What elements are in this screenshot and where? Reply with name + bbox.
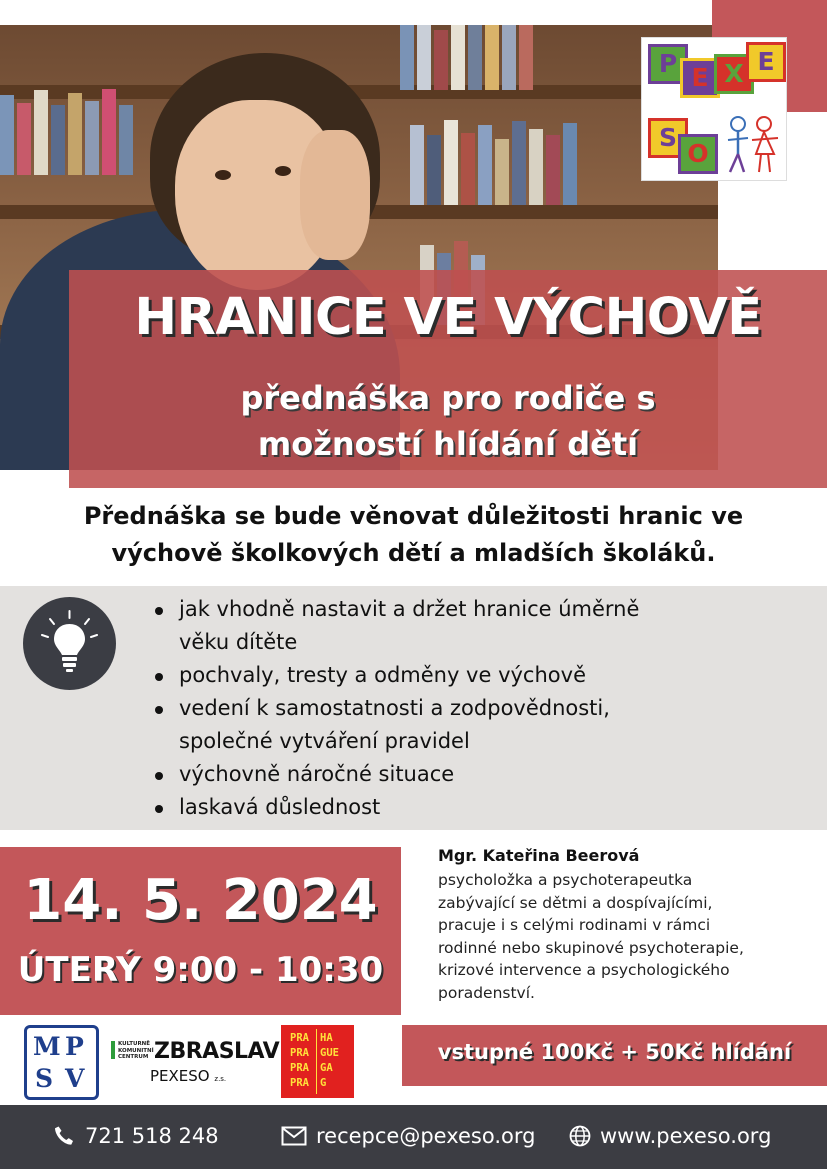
zbraslav-sub-name: PEXESO <box>150 1067 210 1085</box>
bullet <box>155 772 163 780</box>
boy-hand <box>300 130 370 260</box>
mpsv-letter: S <box>35 1064 54 1093</box>
bullet <box>155 805 163 813</box>
topic-line: jak vhodně nastavit a držet hranice úměrně <box>179 597 640 621</box>
intro-line: Přednáška se bude věnovat důležitosti hranic ve <box>83 502 744 530</box>
intro-line: výchově školkových dětí a mladších školáků. <box>111 539 716 567</box>
bio-line: rodinné nebo skupinové psychoterapie, <box>438 938 744 957</box>
books <box>0 85 133 175</box>
event-time: ÚTERÝ 9:00 - 10:30 <box>17 950 384 990</box>
praha-text: GA <box>320 1062 333 1074</box>
logo-letter: X <box>714 54 754 94</box>
list-item <box>155 659 795 692</box>
website-link[interactable]: www.pexeso.org <box>600 1124 772 1148</box>
praha-text: GUE <box>320 1047 339 1059</box>
topic-line: výchovně náročné situace <box>179 762 455 786</box>
zbraslav-logo-mark <box>111 1041 115 1059</box>
boy-eye <box>275 166 291 176</box>
books <box>410 115 577 205</box>
praha-text: PRA <box>290 1032 309 1044</box>
lightbulb-icon <box>23 597 116 690</box>
zbraslav-sub <box>150 1067 226 1085</box>
subtitle-line: přednáška pro rodiče s <box>240 379 656 417</box>
bio-line: pracuje i s celými rodinami v rámci <box>438 916 711 934</box>
topics-list <box>155 593 795 824</box>
footer-web[interactable] <box>569 1124 771 1148</box>
email-address[interactable]: recepce@pexeso.org <box>316 1124 536 1148</box>
bio-line: psycholožka a psychoterapeutka <box>438 871 693 889</box>
bullet <box>155 673 163 681</box>
list-item <box>155 758 795 791</box>
topic-line: věku dítěte <box>179 630 298 654</box>
phone-icon <box>52 1124 76 1148</box>
zbraslav-name: ZBRASLAV <box>154 1039 280 1064</box>
logo-letter: E <box>680 58 720 98</box>
footer-phone[interactable] <box>52 1124 219 1148</box>
children-figures-icon <box>724 114 782 176</box>
zbraslav-suffix: z.s. <box>214 1075 227 1083</box>
praha-text: PRA <box>290 1062 309 1074</box>
speaker-bio <box>438 869 808 1004</box>
praha-text: PRA <box>290 1077 309 1089</box>
bio-line: krizové intervence a psychologického <box>438 961 730 979</box>
praha-right-col <box>320 1031 339 1091</box>
globe-icon <box>569 1125 591 1147</box>
mpsv-letter: V <box>65 1064 85 1093</box>
bullet <box>155 706 163 714</box>
zbraslav-small-line: CENTRUM <box>118 1054 149 1060</box>
logo-letter: S <box>648 118 688 158</box>
books <box>400 25 533 90</box>
phone-number[interactable]: 721 518 248 <box>85 1124 219 1148</box>
speaker-name: Mgr. Kateřina Beerová <box>438 846 640 865</box>
topic-line: laskavá důslednost <box>179 795 381 819</box>
subtitle-line: možností hlídání dětí <box>257 425 639 463</box>
list-item <box>155 692 795 758</box>
lightbulb-glyph <box>23 597 116 690</box>
topic-line: vedení k samostatnosti a zodpovědnosti, <box>179 696 610 720</box>
praha-divider <box>316 1029 317 1094</box>
zbraslav-small-line: KOMUNITNÍ <box>118 1047 154 1054</box>
bullet <box>155 607 163 615</box>
bio-line: zabývající se dětmi a dospívajícími, <box>438 893 713 912</box>
mpsv-letter: P <box>65 1032 84 1061</box>
mpsv-logo <box>24 1025 99 1100</box>
page-title: HRANICE VE VÝCHOVĚ <box>134 288 762 347</box>
mpsv-letter: M <box>33 1032 61 1061</box>
praha-logo <box>281 1025 354 1098</box>
praha-left-col <box>290 1031 309 1091</box>
boy-eye <box>215 170 231 180</box>
logo-letter: O <box>678 134 718 174</box>
bio-line: poradenství. <box>438 983 535 1002</box>
pexeso-logo <box>641 37 787 181</box>
praha-text: HA <box>320 1032 333 1044</box>
logo-letter: P <box>648 44 688 84</box>
zbraslav-small-line: KULTURNĚ <box>118 1041 151 1047</box>
subtitle <box>69 375 827 467</box>
envelope-icon <box>281 1126 307 1146</box>
intro-text <box>0 498 827 572</box>
footer-email[interactable] <box>281 1124 535 1148</box>
topic-line: pochvaly, tresty a odměny ve výchově <box>179 663 586 687</box>
topic-line: společné vytváření pravidel <box>179 729 470 753</box>
praha-text: G <box>320 1077 327 1089</box>
fee-text: vstupné 100Kč + 50Kč hlídání <box>437 1040 792 1064</box>
event-date: 14. 5. 2024 <box>23 868 378 933</box>
list-item <box>155 593 795 659</box>
logo-letter: E <box>746 42 786 82</box>
praha-text: PRA <box>290 1047 309 1059</box>
list-item <box>155 791 795 824</box>
